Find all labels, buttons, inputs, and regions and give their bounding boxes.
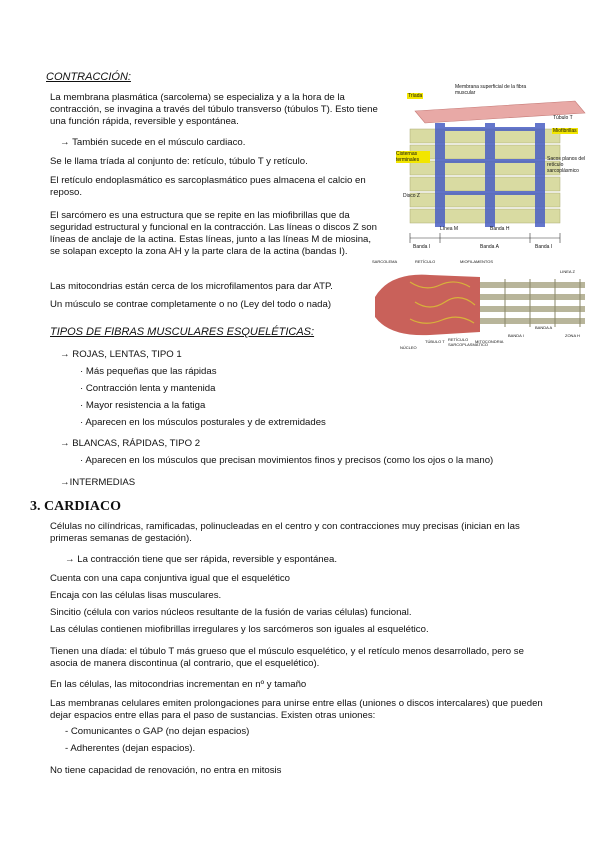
paragraph: Tienen una díada: el túbulo T más grueso que el músculo esquelético, y el retículo menos desarrollado, pero se asocia de manera discontinua (al contrario, que el esquelético). (50, 646, 524, 669)
label-mitocondria: MITOCONDRIA (475, 339, 504, 344)
label-banda-i: Banda I (535, 244, 553, 250)
label-triada: Tríada (408, 93, 423, 99)
arrow-note: → La contracción tiene que ser rápida, reversible y espontánea. (65, 554, 337, 565)
fiber-type-intermedias: →INTERMEDIAS (60, 477, 136, 488)
label-zona-h: ZONA H (565, 333, 580, 338)
fiber-type-rojas: → ROJAS, LENTAS, TIPO 1 (60, 349, 182, 360)
label-banda-a: Banda A (480, 244, 499, 250)
paragraph: En las células, las mitocondrias incrementan en nº y tamaño (50, 679, 307, 690)
label-banda-a: BANDA A (535, 325, 553, 330)
label-tubulo: Túbulo T (553, 115, 573, 121)
label-reticulo-sarcoplasmatico: RETÍCULO SARCOPLASMÁTICO (448, 337, 489, 347)
paragraph: Las mitocondrias están cerca de los microfilamentos para dar ATP. (50, 281, 333, 292)
label-nucleo: NÚCLEO (400, 345, 417, 350)
arrow-note: → También sucede en el músculo cardiaco. (60, 137, 246, 148)
fiber-type-blancas: → BLANCAS, RÁPIDAS, TIPO 2 (60, 438, 201, 449)
label-tubulo-t: TÚBULO T (425, 339, 445, 344)
section-heading-cardiaco: 3. CARDIACO (30, 499, 121, 514)
paragraph: Las células contienen miofibrillas irregulares y los sarcómeros son iguales al esquelético. (50, 624, 429, 635)
label-reticulo: RETÍCULO (415, 259, 436, 264)
label-banda-i: BANDA I (508, 333, 524, 338)
label-sarcolema: SARCOLEMA (372, 259, 398, 264)
list-item: · Mayor resistencia a la fatiga (80, 400, 206, 411)
label-miofilamentos: MIOFILAMENTOS (460, 259, 494, 264)
list-item: - Comunicantes o GAP (no dejan espacios) (65, 726, 250, 737)
label-sacos: Sacos planos del retículo sarcoplásmico (547, 156, 586, 174)
label-linea-z: LINEA Z (560, 269, 575, 274)
paragraph: Células no cilíndricas, ramificadas, polinucleadas en el centro y con contracciones muy precisas (inician en las primeras semanas de gestación). (50, 521, 520, 544)
label-miofibrillas: Miofibrillas (553, 128, 577, 134)
paragraph: Se le llama tríada al conjunto de: retículo, túbulo T y retículo. (50, 156, 308, 167)
label-banda-h: Banda H (490, 226, 510, 232)
list-item: · Aparecen en los músculos que precisan movimientos finos y precisos (como los ojos o la mano) (80, 455, 494, 466)
figure-triad-diagram (395, 83, 590, 253)
paragraph: Encaja con las células lisas musculares. (50, 590, 222, 601)
paragraph: El sarcómero es una estructura que se repite en las miofibrillas que da seguridad estructural y funcional en la contracción. Las líneas o discos Z son líneas de anclaje de la actina. Estas líneas, junto a las líneas M de miosina, se solapan excepto la zona AH y la parte clara de la actina (bandas I). (50, 210, 377, 257)
label-cisternas: Cisternas terminales (396, 151, 430, 163)
paragraph: Cuenta con una capa conjuntiva igual que el esquelético (50, 573, 291, 584)
label-banda-i: Banda I (413, 244, 431, 250)
label-linea-m: Línea M (440, 226, 459, 232)
label-membrana: Membrana superficial de la fibra muscular (455, 84, 527, 96)
paragraph: No tiene capacidad de renovación, no entra en mitosis (50, 765, 282, 776)
paragraph: Sincitio (célula con varios núcleos resultante de la fusión de varias células) funcional. (50, 607, 412, 618)
paragraph: Un músculo se contrae completamente o no (Ley del todo o nada) (50, 299, 332, 310)
list-item: · Más pequeñas que las rápidas (80, 366, 217, 377)
paragraph: El retículo endoplasmático es sarcoplasmático pues almacena el calcio en reposo. (50, 175, 366, 198)
label-disco-z: Disco Z (403, 193, 420, 199)
section-heading-contraccion: CONTRACCIÓN: (46, 71, 131, 83)
paragraph: La membrana plasmática (sarcolema) se especializa y a la hora de la contracción, se invagina a través del túbulo transverso (túbulos T). Esto tiene una función rápida, reversible y espontánea. (50, 92, 378, 127)
section-heading-tipos: TIPOS DE FIBRAS MUSCULARES ESQUELÉTICAS: (50, 326, 315, 338)
figure-muscle-fiber (370, 257, 592, 352)
paragraph: Las membranas celulares emiten prolongaciones para unirse entre ellas (uniones o discos intercalares) que pueden dejar espacios entre ellas para el paso de sustancias. Existen otras uniones: (50, 698, 543, 721)
list-item: - Adherentes (dejan espacios). (65, 743, 196, 754)
list-item: · Aparecen en los músculos posturales y de extremidades (80, 417, 326, 428)
list-item: · Contracción lenta y mantenida (80, 383, 216, 394)
